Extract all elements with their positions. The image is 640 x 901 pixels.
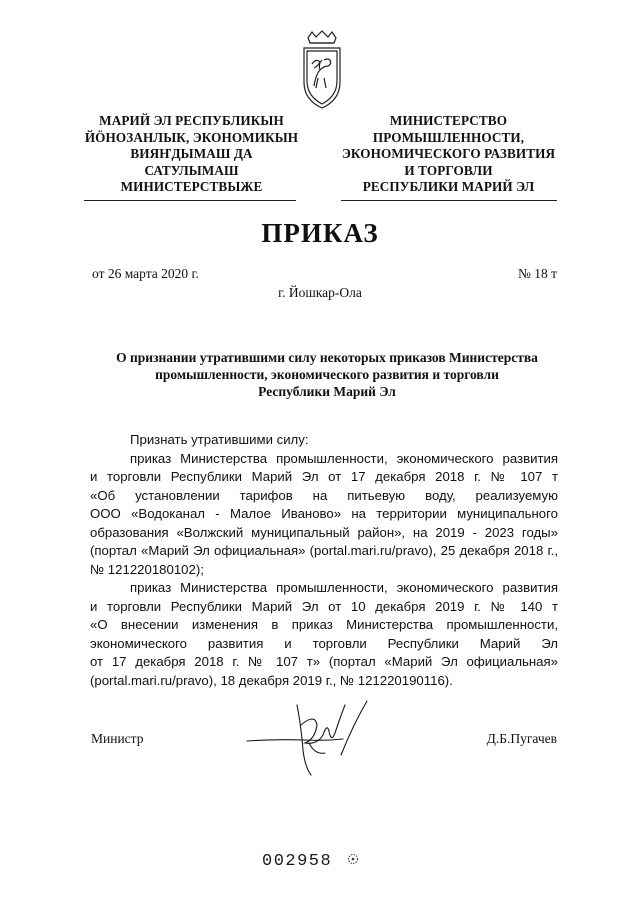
body-line: «О внесении изменения в приказ Министерства промышленности,: [90, 617, 558, 632]
body-line: ООО «Водоканал - Малое Иваново» на территории муниципального: [90, 506, 558, 521]
body-line: и торговли Республики Марий Эл от 17 декабря 2018 г. № 107 т: [90, 469, 558, 484]
document-date: от 26 марта 2020 г.: [92, 266, 199, 281]
body-line: (portal.mari.ru/pravo), 18 декабря 2019 г., № 121220190116).: [90, 672, 453, 688]
header-left-line: МИНИСТЕРСТВЫЖЕ: [120, 179, 263, 195]
form-serial-number: 002958: [262, 852, 333, 871]
header-divider-right: [341, 200, 557, 201]
document-subject: [92, 349, 562, 400]
signer-title: Министр: [91, 731, 144, 746]
body-line: приказ Министерства промышленности, экономического развития: [130, 580, 558, 595]
header-right-line: ПРОМЫШЛЕННОСТИ,: [372, 129, 525, 145]
body-line: образования «Волжский муниципальный район», на 2019 - 2023 годы»: [90, 524, 558, 540]
header-divider-left: [84, 200, 296, 201]
handwritten-signature: [245, 695, 375, 780]
subject-line: промышленности, экономического развития и торговли: [155, 367, 499, 382]
header-mari-ministry-name: [84, 113, 299, 196]
coat-of-arms-emblem: [296, 30, 348, 112]
body-line: (портал «Марий Эл официальная» (portal.mari.ru/pravo), 25 декабря 2018 г.,: [90, 543, 558, 558]
header-right-line: РЕСПУБЛИКИ МАРИЙ ЭЛ: [362, 179, 535, 195]
ornament-icon: [346, 852, 360, 866]
body-line: экономического развития и торговли Республики Марий Эл: [90, 635, 558, 651]
header-right-line: МИНИСТЕРСТВО: [389, 113, 508, 128]
document-body: [90, 431, 558, 690]
body-line: приказ Министерства промышленности, экономического развития: [130, 450, 558, 466]
document-title: ПРИКАЗ: [261, 218, 379, 248]
header-russian-ministry-name: [341, 113, 556, 196]
header-left-line: САТУЛЫМАШ: [144, 162, 239, 178]
signer-name: Д.Б.Пугачев: [486, 731, 557, 746]
header-left-line: ЙӦНОЗАНЛЫК, ЭКОНОМИКЫН: [84, 129, 299, 145]
header-right-line: И ТОРГОВЛИ: [404, 162, 493, 178]
header-right-line: ЭКОНОМИЧЕСКОГО РАЗВИТИЯ: [341, 146, 556, 162]
document-number: № 18 т: [517, 266, 557, 281]
body-line: Признать утратившими силу:: [130, 432, 309, 447]
header-left-line: ВИЯҤДЫМАШ ДА: [130, 146, 253, 162]
body-line: и торговли Республики Марий Эл от 10 декабря 2019 г. № 140 т: [90, 598, 558, 614]
body-line: № 121220180102);: [90, 561, 204, 577]
body-line: «Об установлении тарифов на питьевую воду, реализуемую: [90, 487, 558, 503]
header-left-line: МАРИЙ ЭЛ РЕСПУБЛИКЫН: [99, 113, 284, 128]
body-line: от 17 декабря 2018 г. № 107 т» (портал «Марий Эл официальная»: [90, 654, 558, 669]
subject-line: О признании утратившими силу некоторых приказов Министерства: [116, 350, 538, 365]
subject-line: Республики Марий Эл: [258, 384, 396, 399]
document-city: г. Йошкар-Ола: [278, 285, 362, 300]
